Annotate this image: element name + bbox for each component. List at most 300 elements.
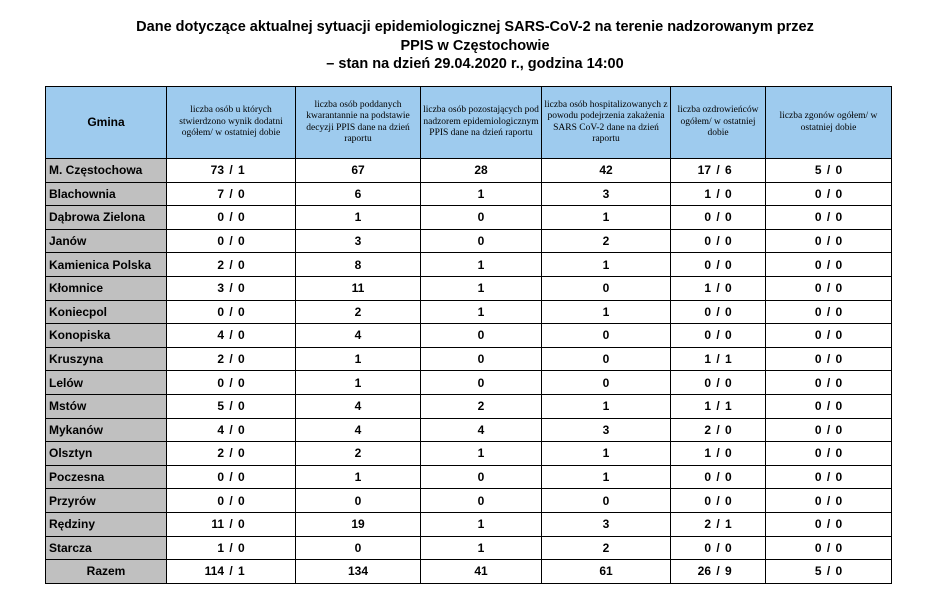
surveillance-cell: 28 xyxy=(421,159,542,183)
gmina-cell: Blachownia xyxy=(46,182,167,206)
positive-cell-last-day: 0 xyxy=(238,186,245,201)
table-row xyxy=(46,536,892,560)
positive-cell xyxy=(167,229,296,253)
positive-cell-separator: / xyxy=(229,257,233,272)
hospitalized-cell: 2 xyxy=(542,229,671,253)
hospitalized-cell: 1 xyxy=(542,253,671,277)
recovered-cell xyxy=(671,465,766,489)
positive-cell-total: 73 xyxy=(210,163,224,178)
positive-cell-total: 11 xyxy=(211,517,224,532)
positive-cell xyxy=(167,489,296,513)
table-row xyxy=(46,512,892,536)
gmina-cell: Konopiska xyxy=(46,324,167,348)
positive-cell-total: 0 xyxy=(217,375,224,390)
deaths-cell xyxy=(766,536,892,560)
deaths-cell-last-day: 0 xyxy=(835,210,843,225)
deaths-cell-total: 0 xyxy=(814,352,822,367)
recovered-cell xyxy=(671,182,766,206)
deaths-cell-last-day: 0 xyxy=(835,446,843,461)
deaths-cell-last-day: 0 xyxy=(835,186,843,201)
deaths-cell-total: 0 xyxy=(814,540,822,555)
deaths-cell-separator: / xyxy=(826,375,831,390)
deaths-cell-total: 0 xyxy=(814,281,822,296)
table-row xyxy=(46,206,892,230)
table-row xyxy=(46,300,892,324)
deaths-cell-total: 0 xyxy=(814,517,822,532)
deaths-cell-total: 0 xyxy=(814,257,822,272)
deaths-cell-separator: / xyxy=(826,352,831,367)
recovered-cell xyxy=(671,347,766,371)
column-header-quarantine: liczba osób poddanych kwarantannie na podstawie decyzji PPIS dane na dzień raportu xyxy=(296,87,421,159)
deaths-cell-total: 0 xyxy=(814,493,822,508)
deaths-cell-separator: / xyxy=(826,234,831,249)
deaths-cell-last-day: 0 xyxy=(835,281,843,296)
positive-cell xyxy=(167,159,296,183)
deaths-cell xyxy=(766,347,892,371)
recovered-cell-separator: / xyxy=(716,328,720,343)
positive-cell xyxy=(167,512,296,536)
deaths-cell xyxy=(766,229,892,253)
recovered-cell xyxy=(671,560,766,584)
positive-cell-separator: / xyxy=(229,163,233,178)
positive-cell xyxy=(167,560,296,584)
recovered-cell xyxy=(671,159,766,183)
positive-cell xyxy=(167,418,296,442)
surveillance-cell: 1 xyxy=(421,512,542,536)
positive-cell-last-day: 0 xyxy=(238,210,245,225)
gmina-cell: Przyrów xyxy=(46,489,167,513)
positive-cell xyxy=(167,442,296,466)
title-line-2: PPIS w Częstochowie xyxy=(400,37,550,54)
title-line-3: – stan na dzień 29.04.2020 r., godzina 14:00 xyxy=(326,56,624,72)
gmina-cell: Kruszyna xyxy=(46,347,167,371)
hospitalized-cell: 3 xyxy=(542,182,671,206)
surveillance-cell: 0 xyxy=(421,229,542,253)
deaths-cell-separator: / xyxy=(826,281,831,296)
recovered-cell-last-day: 0 xyxy=(725,328,732,343)
gmina-cell: Kamienica Polska xyxy=(46,253,167,277)
quarantine-cell: 11 xyxy=(296,276,421,300)
recovered-cell-last-day: 1 xyxy=(725,399,732,414)
deaths-cell xyxy=(766,206,892,230)
deaths-cell-last-day: 0 xyxy=(835,493,843,508)
recovered-cell xyxy=(671,371,766,395)
recovered-cell-total: 1 xyxy=(704,352,711,367)
recovered-cell-total: 0 xyxy=(704,234,711,249)
table-row xyxy=(46,347,892,371)
recovered-cell-total: 1 xyxy=(704,446,711,461)
gmina-cell: Rędziny xyxy=(46,512,167,536)
recovered-cell-total: 0 xyxy=(704,493,711,508)
recovered-cell-total: 0 xyxy=(704,257,711,272)
positive-cell-total: 2 xyxy=(217,257,224,272)
recovered-cell-separator: / xyxy=(716,234,720,249)
deaths-cell xyxy=(766,324,892,348)
table-row xyxy=(46,442,892,466)
positive-cell-total: 5 xyxy=(217,399,224,414)
recovered-cell xyxy=(671,229,766,253)
surveillance-cell: 1 xyxy=(421,536,542,560)
deaths-cell-last-day: 0 xyxy=(835,163,843,178)
deaths-cell-last-day: 0 xyxy=(835,304,843,319)
positive-cell-total: 7 xyxy=(217,186,224,201)
surveillance-cell: 0 xyxy=(421,465,542,489)
deaths-cell-last-day: 0 xyxy=(835,328,843,343)
deaths-cell-separator: / xyxy=(826,564,831,579)
hospitalized-cell: 0 xyxy=(542,371,671,395)
column-header-gmina: Gmina xyxy=(46,87,167,159)
deaths-cell-total: 0 xyxy=(814,422,822,437)
recovered-cell-separator: / xyxy=(716,517,720,532)
deaths-cell xyxy=(766,512,892,536)
column-header-hospitalized: liczba osób hospitalizowanych z powodu podejrzenia zakażenia SARS CoV-2 dane na dzień raportu xyxy=(542,87,671,159)
recovered-cell-last-day: 0 xyxy=(725,257,732,272)
recovered-cell xyxy=(671,300,766,324)
positive-cell-total: 1 xyxy=(217,540,224,555)
positive-cell xyxy=(167,253,296,277)
recovered-cell-separator: / xyxy=(716,399,720,414)
recovered-cell-total: 0 xyxy=(704,375,711,390)
positive-cell-separator: / xyxy=(229,304,233,319)
recovered-cell-separator: / xyxy=(716,186,720,201)
recovered-cell-total: 0 xyxy=(704,304,711,319)
positive-cell-total: 0 xyxy=(217,234,224,249)
deaths-cell xyxy=(766,371,892,395)
recovered-cell xyxy=(671,536,766,560)
hospitalized-cell: 1 xyxy=(542,465,671,489)
hospitalized-cell: 3 xyxy=(542,418,671,442)
deaths-cell-total: 0 xyxy=(814,234,822,249)
positive-cell-last-day: 0 xyxy=(238,422,245,437)
recovered-cell-total: 2 xyxy=(704,422,711,437)
table-row xyxy=(46,276,892,300)
quarantine-cell: 4 xyxy=(296,394,421,418)
table-row xyxy=(46,229,892,253)
positive-cell xyxy=(167,394,296,418)
positive-cell-separator: / xyxy=(229,517,233,532)
deaths-cell-total: 5 xyxy=(814,163,822,178)
quarantine-cell: 0 xyxy=(296,536,421,560)
column-header-deaths: liczba zgonów ogółem/ w ostatniej dobie xyxy=(766,87,892,159)
recovered-cell xyxy=(671,206,766,230)
quarantine-cell: 3 xyxy=(296,229,421,253)
positive-cell xyxy=(167,324,296,348)
positive-cell-total: 2 xyxy=(217,352,224,367)
quarantine-cell: 6 xyxy=(296,182,421,206)
surveillance-cell: 1 xyxy=(421,182,542,206)
gmina-cell: Lelów xyxy=(46,371,167,395)
positive-cell xyxy=(167,465,296,489)
recovered-cell-separator: / xyxy=(716,493,720,508)
recovered-cell-separator: / xyxy=(716,163,720,178)
deaths-cell xyxy=(766,300,892,324)
deaths-cell xyxy=(766,394,892,418)
hospitalized-cell: 1 xyxy=(542,206,671,230)
recovered-cell-last-day: 0 xyxy=(725,375,732,390)
quarantine-cell: 1 xyxy=(296,465,421,489)
positive-cell-total: 0 xyxy=(217,210,224,225)
table-row xyxy=(46,324,892,348)
surveillance-cell: 1 xyxy=(421,300,542,324)
deaths-cell-separator: / xyxy=(826,540,831,555)
recovered-cell xyxy=(671,253,766,277)
recovered-cell-last-day: 0 xyxy=(725,422,732,437)
deaths-cell xyxy=(766,465,892,489)
recovered-cell-separator: / xyxy=(716,210,720,225)
positive-cell-last-day: 0 xyxy=(238,399,245,414)
recovered-cell-total: 26 xyxy=(697,564,711,579)
recovered-cell xyxy=(671,442,766,466)
recovered-cell-total: 0 xyxy=(704,210,711,225)
positive-cell-last-day: 0 xyxy=(238,328,245,343)
deaths-cell-last-day: 0 xyxy=(835,517,843,532)
surveillance-cell: 0 xyxy=(421,347,542,371)
positive-cell-separator: / xyxy=(229,328,233,343)
deaths-cell-separator: / xyxy=(826,422,831,437)
positive-cell-last-day: 0 xyxy=(238,517,245,532)
quarantine-cell: 134 xyxy=(296,560,421,584)
positive-cell xyxy=(167,371,296,395)
gmina-cell: Kłomnice xyxy=(46,276,167,300)
recovered-cell-total: 1 xyxy=(704,281,711,296)
positive-cell xyxy=(167,206,296,230)
positive-cell-separator: / xyxy=(229,352,233,367)
positive-cell-last-day: 0 xyxy=(238,540,245,555)
gmina-cell: Poczesna xyxy=(46,465,167,489)
surveillance-cell: 1 xyxy=(421,276,542,300)
positive-cell-separator: / xyxy=(229,234,233,249)
positive-cell-separator: / xyxy=(229,564,233,579)
gmina-cell: Mykanów xyxy=(46,418,167,442)
table-row xyxy=(46,159,892,183)
recovered-cell-total: 1 xyxy=(704,399,711,414)
quarantine-cell: 4 xyxy=(296,324,421,348)
quarantine-cell: 1 xyxy=(296,347,421,371)
hospitalized-cell: 1 xyxy=(542,442,671,466)
positive-cell xyxy=(167,182,296,206)
table-row xyxy=(46,182,892,206)
hospitalized-cell: 3 xyxy=(542,512,671,536)
positive-cell-total: 0 xyxy=(217,470,224,485)
surveillance-cell: 0 xyxy=(421,371,542,395)
hospitalized-cell: 61 xyxy=(542,560,671,584)
positive-cell xyxy=(167,300,296,324)
recovered-cell-total: 0 xyxy=(704,328,711,343)
positive-cell-separator: / xyxy=(229,186,233,201)
deaths-cell-last-day: 0 xyxy=(835,470,843,485)
gmina-cell: Razem xyxy=(46,560,167,584)
surveillance-cell: 0 xyxy=(421,206,542,230)
deaths-cell xyxy=(766,489,892,513)
deaths-cell-separator: / xyxy=(826,328,831,343)
recovered-cell-total: 0 xyxy=(704,470,711,485)
gmina-cell: Starcza xyxy=(46,536,167,560)
quarantine-cell: 4 xyxy=(296,418,421,442)
positive-cell xyxy=(167,536,296,560)
surveillance-cell: 1 xyxy=(421,442,542,466)
recovered-cell-last-day: 0 xyxy=(725,234,732,249)
hospitalized-cell: 1 xyxy=(542,394,671,418)
recovered-cell-separator: / xyxy=(716,446,720,461)
positive-cell-last-day: 0 xyxy=(238,257,245,272)
positive-cell-separator: / xyxy=(229,375,233,390)
positive-cell-last-day: 1 xyxy=(238,564,245,579)
recovered-cell xyxy=(671,276,766,300)
recovered-cell-last-day: 0 xyxy=(725,304,732,319)
gmina-cell: Mstów xyxy=(46,394,167,418)
positive-cell-total: 3 xyxy=(217,281,224,296)
positive-cell-last-day: 1 xyxy=(238,163,245,178)
recovered-cell-separator: / xyxy=(716,422,720,437)
column-header-recovered: liczba ozdrowieńców ogółem/ w ostatniej dobie xyxy=(671,87,766,159)
recovered-cell-separator: / xyxy=(716,281,720,296)
deaths-cell-last-day: 0 xyxy=(835,422,843,437)
hospitalized-cell: 0 xyxy=(542,489,671,513)
total-row xyxy=(46,560,892,584)
recovered-cell-last-day: 0 xyxy=(725,470,732,485)
recovered-cell-total: 0 xyxy=(704,540,711,555)
table-row xyxy=(46,465,892,489)
deaths-cell-last-day: 0 xyxy=(835,564,843,579)
epidemiology-table xyxy=(45,86,892,584)
positive-cell-last-day: 0 xyxy=(238,470,245,485)
recovered-cell-separator: / xyxy=(716,470,720,485)
positive-cell-last-day: 0 xyxy=(238,446,245,461)
recovered-cell-last-day: 0 xyxy=(725,540,732,555)
deaths-cell xyxy=(766,253,892,277)
positive-cell-last-day: 0 xyxy=(238,493,245,508)
hospitalized-cell: 0 xyxy=(542,347,671,371)
recovered-cell-total: 17 xyxy=(697,163,711,178)
quarantine-cell: 8 xyxy=(296,253,421,277)
table-row xyxy=(46,418,892,442)
deaths-cell-separator: / xyxy=(826,470,831,485)
positive-cell-separator: / xyxy=(229,422,233,437)
positive-cell-last-day: 0 xyxy=(238,234,245,249)
positive-cell xyxy=(167,276,296,300)
recovered-cell-separator: / xyxy=(716,304,720,319)
deaths-cell xyxy=(766,418,892,442)
positive-cell-separator: / xyxy=(229,399,233,414)
positive-cell-separator: / xyxy=(229,210,233,225)
column-header-positive: liczba osób u których stwierdzono wynik dodatni ogółem/ w ostatniej dobie xyxy=(167,87,296,159)
hospitalized-cell: 0 xyxy=(542,324,671,348)
deaths-cell-separator: / xyxy=(826,446,831,461)
recovered-cell-last-day: 1 xyxy=(725,517,732,532)
recovered-cell-separator: / xyxy=(716,564,720,579)
quarantine-cell: 1 xyxy=(296,371,421,395)
deaths-cell-separator: / xyxy=(826,399,831,414)
deaths-cell xyxy=(766,276,892,300)
recovered-cell-last-day: 0 xyxy=(725,210,732,225)
recovered-cell-total: 1 xyxy=(704,186,711,201)
deaths-cell-total: 0 xyxy=(814,399,822,414)
surveillance-cell: 0 xyxy=(421,324,542,348)
deaths-cell-total: 0 xyxy=(814,375,822,390)
deaths-cell-total: 0 xyxy=(814,446,822,461)
gmina-cell: Dąbrowa Zielona xyxy=(46,206,167,230)
recovered-cell-total: 2 xyxy=(704,517,711,532)
deaths-cell-total: 5 xyxy=(814,564,822,579)
title-line-1: Dane dotyczące aktualnej sytuacji epidemiologicznej SARS-CoV-2 na terenie nadzorowanym przez xyxy=(136,19,814,35)
deaths-cell-separator: / xyxy=(826,186,831,201)
deaths-cell-separator: / xyxy=(826,304,831,319)
gmina-cell: Janów xyxy=(46,229,167,253)
quarantine-cell: 2 xyxy=(296,300,421,324)
recovered-cell xyxy=(671,324,766,348)
surveillance-cell: 1 xyxy=(421,253,542,277)
table-body xyxy=(46,159,892,584)
gmina-cell: M. Częstochowa xyxy=(46,159,167,183)
deaths-cell xyxy=(766,182,892,206)
positive-cell-last-day: 0 xyxy=(238,281,245,296)
surveillance-cell: 41 xyxy=(421,560,542,584)
deaths-cell-last-day: 0 xyxy=(835,234,843,249)
positive-cell-total: 0 xyxy=(217,304,224,319)
recovered-cell-last-day: 9 xyxy=(725,564,732,579)
quarantine-cell: 2 xyxy=(296,442,421,466)
deaths-cell-total: 0 xyxy=(814,186,822,201)
positive-cell-separator: / xyxy=(229,281,233,296)
quarantine-cell: 1 xyxy=(296,206,421,230)
recovered-cell-separator: / xyxy=(716,540,720,555)
recovered-cell-separator: / xyxy=(716,352,720,367)
positive-cell-separator: / xyxy=(229,470,233,485)
positive-cell-last-day: 0 xyxy=(238,304,245,319)
deaths-cell-last-day: 0 xyxy=(835,540,843,555)
recovered-cell xyxy=(671,489,766,513)
deaths-cell-total: 0 xyxy=(814,328,822,343)
recovered-cell-separator: / xyxy=(716,375,720,390)
recovered-cell-separator: / xyxy=(716,257,720,272)
positive-cell-separator: / xyxy=(229,493,233,508)
deaths-cell-separator: / xyxy=(826,257,831,272)
hospitalized-cell: 1 xyxy=(542,300,671,324)
recovered-cell-last-day: 6 xyxy=(725,163,732,178)
deaths-cell-total: 0 xyxy=(814,210,822,225)
deaths-cell-total: 0 xyxy=(814,470,822,485)
positive-cell-total: 2 xyxy=(217,446,224,461)
table-row xyxy=(46,489,892,513)
recovered-cell xyxy=(671,418,766,442)
header-row xyxy=(46,87,892,159)
surveillance-cell: 4 xyxy=(421,418,542,442)
deaths-cell-total: 0 xyxy=(814,304,822,319)
deaths-cell-separator: / xyxy=(826,163,831,178)
recovered-cell-last-day: 0 xyxy=(725,446,732,461)
deaths-cell-last-day: 0 xyxy=(835,257,843,272)
recovered-cell-last-day: 0 xyxy=(725,281,732,296)
deaths-cell-last-day: 0 xyxy=(835,375,843,390)
deaths-cell-last-day: 0 xyxy=(835,352,843,367)
deaths-cell xyxy=(766,560,892,584)
deaths-cell xyxy=(766,159,892,183)
recovered-cell-last-day: 0 xyxy=(725,493,732,508)
hospitalized-cell: 0 xyxy=(542,276,671,300)
quarantine-cell: 67 xyxy=(296,159,421,183)
deaths-cell-separator: / xyxy=(826,517,831,532)
table-row xyxy=(46,253,892,277)
positive-cell-last-day: 0 xyxy=(238,375,245,390)
surveillance-cell: 2 xyxy=(421,394,542,418)
gmina-cell: Koniecpol xyxy=(46,300,167,324)
table-row xyxy=(46,394,892,418)
column-header-surveillance: liczba osób pozostających pod nadzorem epidemiologicznym PPIS dane na dzień raportu xyxy=(421,87,542,159)
positive-cell-total: 0 xyxy=(217,493,224,508)
recovered-cell-last-day: 1 xyxy=(725,352,732,367)
deaths-cell xyxy=(766,442,892,466)
deaths-cell-separator: / xyxy=(826,210,831,225)
